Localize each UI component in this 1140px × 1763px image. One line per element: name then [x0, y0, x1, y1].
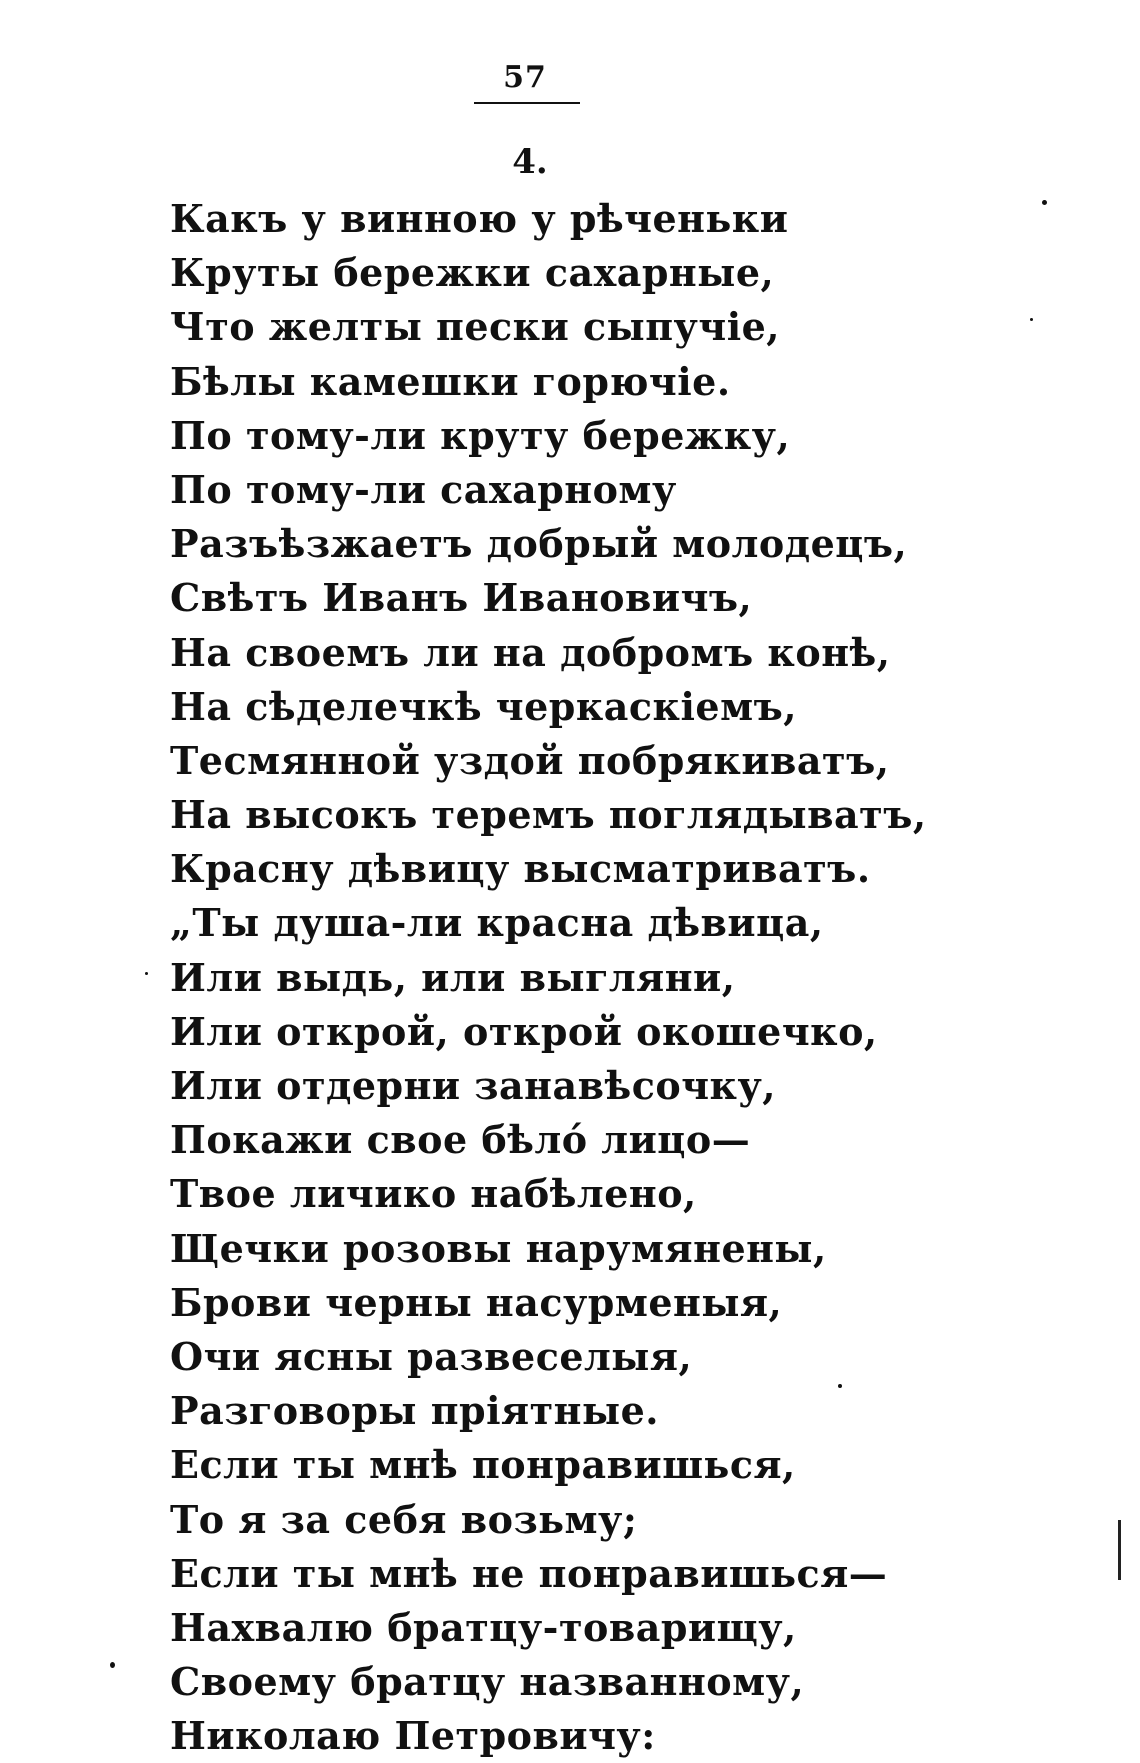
poem-line: Нахвалю братцу-товарищу,: [170, 1604, 797, 1650]
poem-line: На сѣделечкѣ черкаскіемъ,: [170, 683, 797, 729]
poem-line: Что желты пески сыпучіе,: [170, 304, 781, 350]
poem-line: Тесмянной уздой побрякиватъ,: [170, 737, 890, 783]
poem-line: „Ты душа-ли красна дѣвица,: [170, 900, 824, 946]
poem-line: Очи ясны развеселыя,: [170, 1333, 693, 1379]
poem-line: По тому-ли круту бережку,: [170, 412, 791, 458]
poem-line: Свѣтъ Иванъ Ивановичъ,: [170, 575, 753, 621]
poem-line: Или выдь, или выгляни,: [170, 954, 736, 1000]
poem-line: Если ты мнѣ не понравишься—: [170, 1550, 888, 1596]
poem-line: По тому-ли сахарному: [170, 466, 677, 512]
poem-line: Разъѣзжаетъ добрый молодецъ,: [170, 521, 908, 567]
poem-line: Николаю Петровичу:: [170, 1713, 656, 1759]
page-number: 57: [503, 60, 547, 95]
poem-line: Разговоры пріятные.: [170, 1388, 659, 1434]
scan-speck: [838, 1384, 842, 1388]
poem-line: Или отдерни занавѣсочку,: [170, 1063, 777, 1108]
poem-line: Красну дѣвицу высматриватъ.: [170, 846, 871, 892]
poem-line: Или открой, открой окошечко,: [170, 1008, 878, 1054]
scan-speck: [145, 972, 148, 975]
poem-line: То я за себя возьму;: [170, 1496, 638, 1542]
poem-line: На своемъ ли на добромъ конѣ,: [170, 629, 891, 675]
scan-speck: [1030, 318, 1033, 321]
poem-line: Бѣлы камешки горючіе.: [170, 358, 731, 404]
poem-line: Круты бережки сахарные,: [170, 250, 775, 296]
scan-speck: [110, 1662, 115, 1668]
poem-line: Покажи свое бѣло́ лицо—: [170, 1117, 751, 1163]
poem-line: Брови черны насурменыя,: [170, 1279, 783, 1325]
poem-line: Твое личико набѣлено,: [170, 1171, 697, 1217]
poem-line: Щечки розовы нарумянены,: [170, 1225, 827, 1271]
scan-edge-mark: [1118, 1520, 1121, 1580]
scan-speck: [1042, 200, 1047, 205]
poem-text: [170, 192, 927, 1763]
poem-line: Если ты мнѣ понравишься,: [170, 1442, 796, 1488]
poem-line: На высокъ теремъ поглядыватъ,: [170, 792, 927, 838]
poem-line: Своему братцу названному,: [170, 1659, 805, 1705]
section-number: 4.: [512, 142, 548, 182]
poem-line: Какъ у винною у рѣченьки: [170, 196, 789, 241]
page-number-rule: [474, 102, 580, 104]
